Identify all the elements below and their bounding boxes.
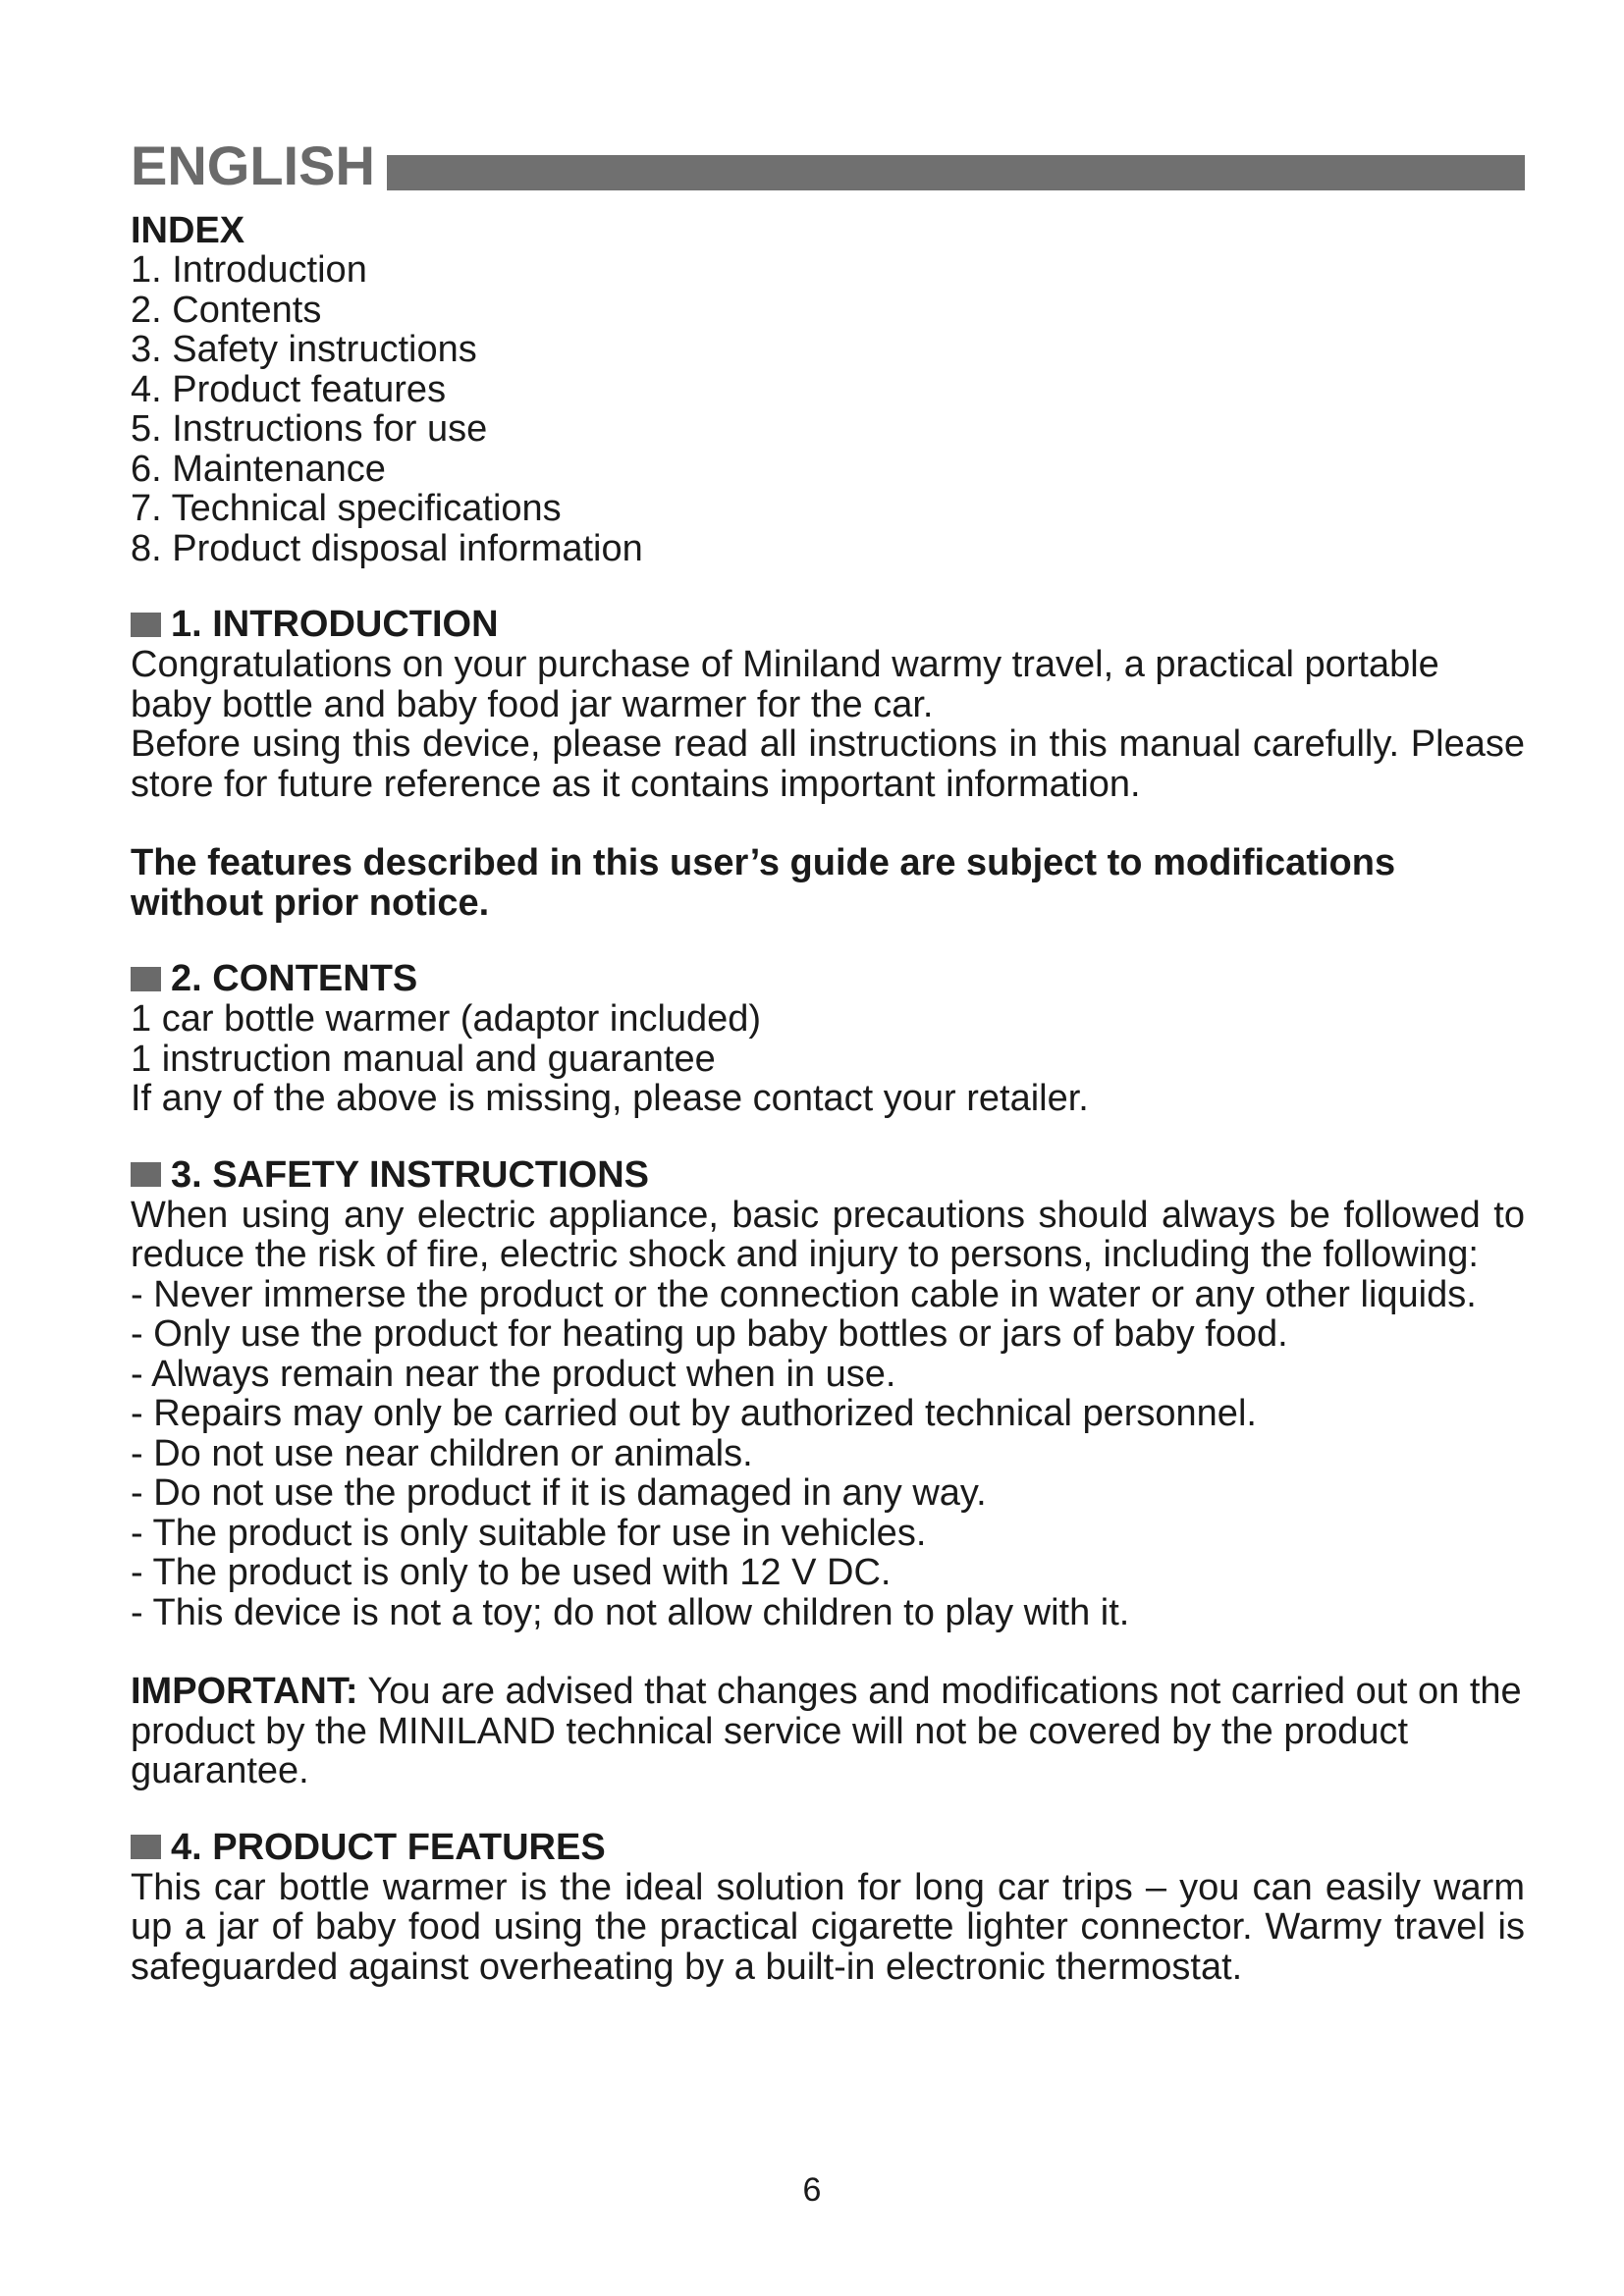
index-item: 1. Introduction	[131, 249, 367, 291]
features-text: This car bottle warmer is the ideal solution for long car trips – you can easily warm up a jar of baby food using the practical cigarette lighter connector. Warmy travel is safeguarded against overheating by a built-in electronic thermostat.	[131, 1866, 1525, 1988]
section-heading	[131, 1154, 1525, 1196]
contents-heading: 2. CONTENTS	[171, 958, 418, 999]
header-bar	[387, 155, 1525, 190]
page-number: 6	[802, 2171, 822, 2209]
important-label: IMPORTANT:	[131, 1671, 358, 1712]
section-heading	[131, 604, 1525, 645]
square-bullet-icon	[131, 1835, 161, 1859]
safety-item: - Always remain near the product when in use.	[131, 1353, 896, 1395]
square-bullet-icon	[131, 1162, 161, 1187]
index-item: 7. Technical specifications	[131, 488, 562, 529]
safety-item: - Only use the product for heating up baby bottles or jars of baby food.	[131, 1313, 1288, 1355]
safety-intro: When using any electric appliance, basic precautions should always be followed to reduce the risk of fire, electric shock and injury to persons, including the following:	[131, 1194, 1525, 1275]
section-safety	[131, 1154, 1525, 1791]
features-heading: 4. PRODUCT FEATURES	[171, 1826, 606, 1868]
introduction-paragraph: Congratulations on your purchase of Miniland warmy travel, a practical portable baby bottle and baby food jar warmer for the car.	[131, 644, 1439, 725]
index-item: 5. Instructions for use	[131, 408, 488, 450]
safety-item: - This device is not a toy; do not allow children to play with it.	[131, 1591, 1130, 1633]
safety-item: - Repairs may only be carried out by authorized technical personnel.	[131, 1393, 1257, 1434]
index-list	[131, 250, 1525, 568]
index-title: INDEX	[131, 210, 245, 251]
important-note	[131, 1672, 1525, 1791]
index-item: 8. Product disposal information	[131, 527, 643, 569]
section-features	[131, 1827, 1525, 1988]
contents-line: 1 instruction manual and guarantee	[131, 1038, 716, 1080]
section-contents	[131, 958, 1525, 1119]
section-introduction	[131, 604, 1525, 923]
introduction-heading: 1. INTRODUCTION	[171, 604, 499, 645]
manual-page	[131, 133, 1525, 1987]
language-header	[131, 133, 1525, 196]
important-text: You are advised that changes and modifications not carried out on the product by the MINILAND technical service will not be covered by the product guarantee.	[131, 1671, 1522, 1791]
language-title: ENGLISH	[131, 134, 375, 196]
index-item: 3. Safety instructions	[131, 329, 477, 370]
contents-line: 1 car bottle warmer (adaptor included)	[131, 998, 762, 1040]
safety-item: - The product is only suitable for use in vehicles.	[131, 1512, 927, 1554]
index-item: 4. Product features	[131, 368, 447, 410]
safety-item: - The product is only to be used with 12 V DC.	[131, 1552, 892, 1593]
square-bullet-icon	[131, 967, 161, 991]
section-heading	[131, 958, 1525, 999]
safety-list	[131, 1275, 1525, 1633]
section-heading	[131, 1827, 1525, 1868]
safety-item: - Do not use near children or animals.	[131, 1432, 753, 1474]
safety-heading: 3. SAFETY INSTRUCTIONS	[171, 1153, 650, 1196]
safety-item: - Never immerse the product or the connection cable in water or any other liquids.	[131, 1273, 1477, 1315]
contents-line: If any of the above is missing, please contact your retailer.	[131, 1078, 1089, 1119]
safety-item: - Do not use the product if it is damaged in any way.	[131, 1472, 987, 1514]
index-item: 2. Contents	[131, 289, 322, 331]
modification-notice: The features described in this user’s guide are subject to modifications without prior notice.	[131, 842, 1396, 924]
index-item: 6. Maintenance	[131, 448, 386, 490]
square-bullet-icon	[131, 613, 161, 637]
introduction-paragraph: Before using this device, please read all instructions in this manual carefully. Please store for future reference as it contains important information.	[131, 723, 1525, 805]
